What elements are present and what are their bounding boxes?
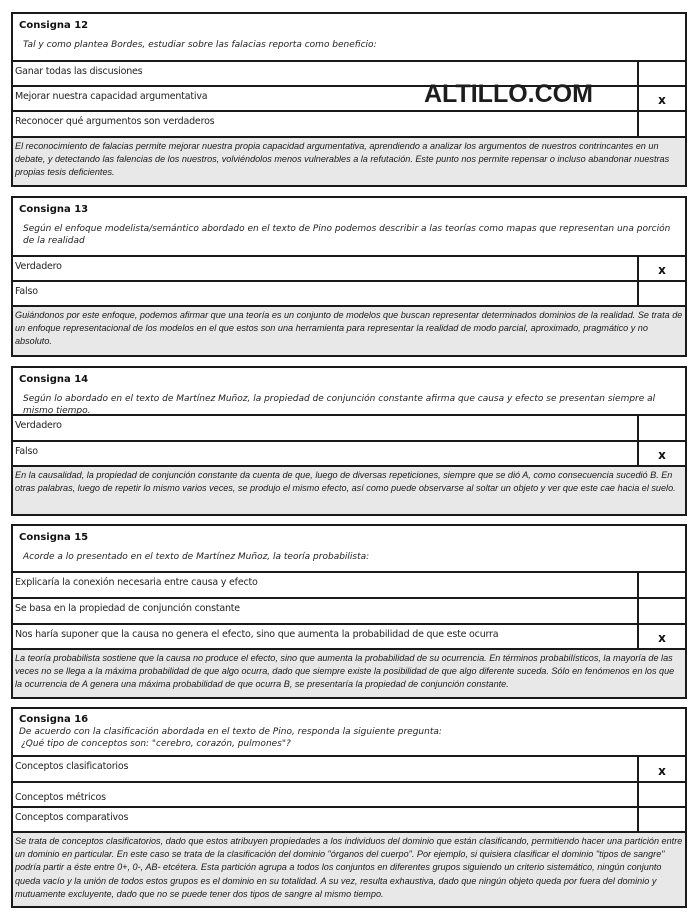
question-prompt: Según lo abordado en el texto de Martínez Muñoz, la propiedad de conjunción constante afirma que causa y efecto se presentan siempre al mismo tiempo.: [23, 394, 656, 416]
question-title: Consigna 15: [19, 532, 89, 543]
answer-mark-cell[interactable]: x: [637, 442, 685, 465]
answer-option[interactable]: [13, 257, 685, 282]
answer-option[interactable]: [13, 573, 685, 599]
answer-mark-cell[interactable]: [637, 599, 685, 623]
question-block-12: [11, 12, 687, 187]
answer-mark-cell[interactable]: x: [637, 625, 685, 648]
option-label: Mejorar nuestra capacidad argumentativa: [15, 91, 208, 102]
option-label: Explicaría la conexión necesaria entre causa y efecto: [15, 577, 258, 588]
answer-mark-cell[interactable]: [637, 416, 685, 440]
answer-option[interactable]: [13, 625, 685, 650]
answer-explanation: La teoría probabilista sostiene que la causa no produce el efecto, sino que aumenta la probabilidad de su ocurrencia. En términos probabilísticos, la mayoría de las veces no se llega a la máxima probabilidad de que algo ocurra, dado que siempre existe la posibilidad de que algo diferente suceda. Sólo en fenómenos en los que la ocurrencia de A genera una máxima probabilidad de que ocurra B, se presentaría la propiedad de conjunción constante.: [13, 650, 685, 697]
option-label: Falso: [15, 286, 38, 297]
answer-explanation: En la causalidad, la propiedad de conjunción constante da cuenta de que, luego de diversas repeticiones, siempre que se dió A, como consecuencia sucedió B. En otras palabras, luego de repetir lo mismo varios veces, se produjo el mismo efecto, así como puede observarse al soltar un objeto y ver que este cae hacia el suelo.: [13, 467, 685, 514]
option-label: Conceptos comparativos: [15, 812, 129, 823]
option-label: Conceptos métricos: [15, 792, 106, 803]
answer-explanation: Guiándonos por este enfoque, podemos afirmar que una teoría es un conjunto de modelos que buscan representar determinados dominios de la realidad. Se trata de un enfoque representacional de los modelos en el que estos son una herramienta para representar la realidad de modo parcial, aproximado, pragmático y no absoluto.: [13, 307, 685, 355]
answer-mark-cell[interactable]: x: [637, 257, 685, 280]
question-block-16: [11, 707, 687, 908]
answer-mark-cell[interactable]: [637, 783, 685, 806]
answer-option[interactable]: [13, 783, 685, 808]
question-header: [13, 709, 685, 757]
question-block-13: [11, 196, 687, 357]
option-label: Reconocer qué argumentos son verdaderos: [15, 116, 215, 127]
watermark: ALTILLO.COM: [424, 80, 593, 108]
option-label: Falso: [15, 446, 38, 457]
question-subprompt: ¿Qué tipo de conceptos son: "cerebro, corazón, pulmones"?: [21, 739, 291, 749]
question-header: [13, 14, 685, 62]
option-label: Conceptos clasificatorios: [15, 761, 129, 772]
question-header: [13, 526, 685, 573]
answer-mark-cell[interactable]: [637, 112, 685, 136]
option-label: Nos haría suponer que la causa no genera el efecto, sino que aumenta la probabilidad de que este ocurra: [15, 629, 499, 640]
question-title: Consigna 12: [19, 20, 89, 31]
question-title: Consigna 14: [19, 374, 89, 385]
answer-option[interactable]: [13, 87, 685, 112]
option-label: Ganar todas las discusiones: [15, 66, 143, 77]
question-prompt: Acorde a lo presentado en el texto de Martínez Muñoz, la teoría probabilista:: [23, 552, 370, 562]
answer-mark-cell[interactable]: [637, 62, 685, 85]
answer-mark-cell[interactable]: [637, 573, 685, 597]
answer-mark-cell[interactable]: [637, 282, 685, 305]
question-header: [13, 368, 685, 416]
answer-option[interactable]: [13, 757, 685, 783]
question-prompt: Tal y como plantea Bordes, estudiar sobre las falacias reporta como beneficio:: [23, 40, 377, 50]
option-label: Verdadero: [15, 420, 62, 431]
answer-option[interactable]: [13, 112, 685, 138]
question-title: Consigna 16: [19, 714, 89, 725]
answer-option[interactable]: [13, 442, 685, 467]
answer-option[interactable]: [13, 282, 685, 307]
question-prompt: De acuerdo con la clasificación abordada en el texto de Pino, responda la siguiente pregunta:: [19, 727, 442, 737]
answer-mark-cell[interactable]: [637, 808, 685, 831]
question-header: [13, 198, 685, 257]
answer-explanation: Se trata de conceptos clasificatorios, dado que estos atribuyen propiedades a los individuos del dominio que están clasificando, permitiendo hacer una partición entre un dominio en particular. En este caso se trata de la clasificación del dominio "órganos del cuerpo". Por ejemplo, si quisiera clasificar el dominio "tipos de sangre" podría partir a éste entre 0+, 0-, AB- etcétera. Esta partición agrupa a todos los conjuntos en diferentes grupos siguiendo un criterio sistemático, ningún conjunto queda vacío y la unión de todos estos grupos es el dominio en su totalidad. A su vez, resulta exhaustiva, dado que ningún objeto queda por fuera del dominio y mutuamente excluyente, dado que no se puede tener dos tipos de sangre al mismo tiempo.: [13, 833, 685, 906]
option-label: Se basa en la propiedad de conjunción constante: [15, 603, 240, 614]
answer-option[interactable]: [13, 62, 685, 87]
question-prompt: Según el enfoque modelista/semántico abordado en el texto de Pino podemos describir a las teorías como mapas que representan una porción de la realidad: [23, 224, 671, 246]
answer-mark-cell[interactable]: x: [637, 757, 685, 781]
question-block-15: [11, 524, 687, 699]
answer-option[interactable]: [13, 416, 685, 442]
question-block-14: [11, 366, 687, 516]
answer-option[interactable]: [13, 808, 685, 833]
question-title: Consigna 13: [19, 204, 89, 215]
option-label: Verdadero: [15, 261, 62, 272]
answer-explanation: El reconocimiento de falacias permite mejorar nuestra propia capacidad argumentativa, aprendiendo a analizar los argumentos de nuestros contrincantes en un debate, y detectando las falencias de los nuestros, volviéndolos menos vulnerables a la refutación. Este punto nos permite repensar o incluso abandonar nuestras propias tesis deficientes.: [13, 138, 685, 185]
answer-mark-cell[interactable]: x: [637, 87, 685, 110]
answer-option[interactable]: [13, 599, 685, 625]
